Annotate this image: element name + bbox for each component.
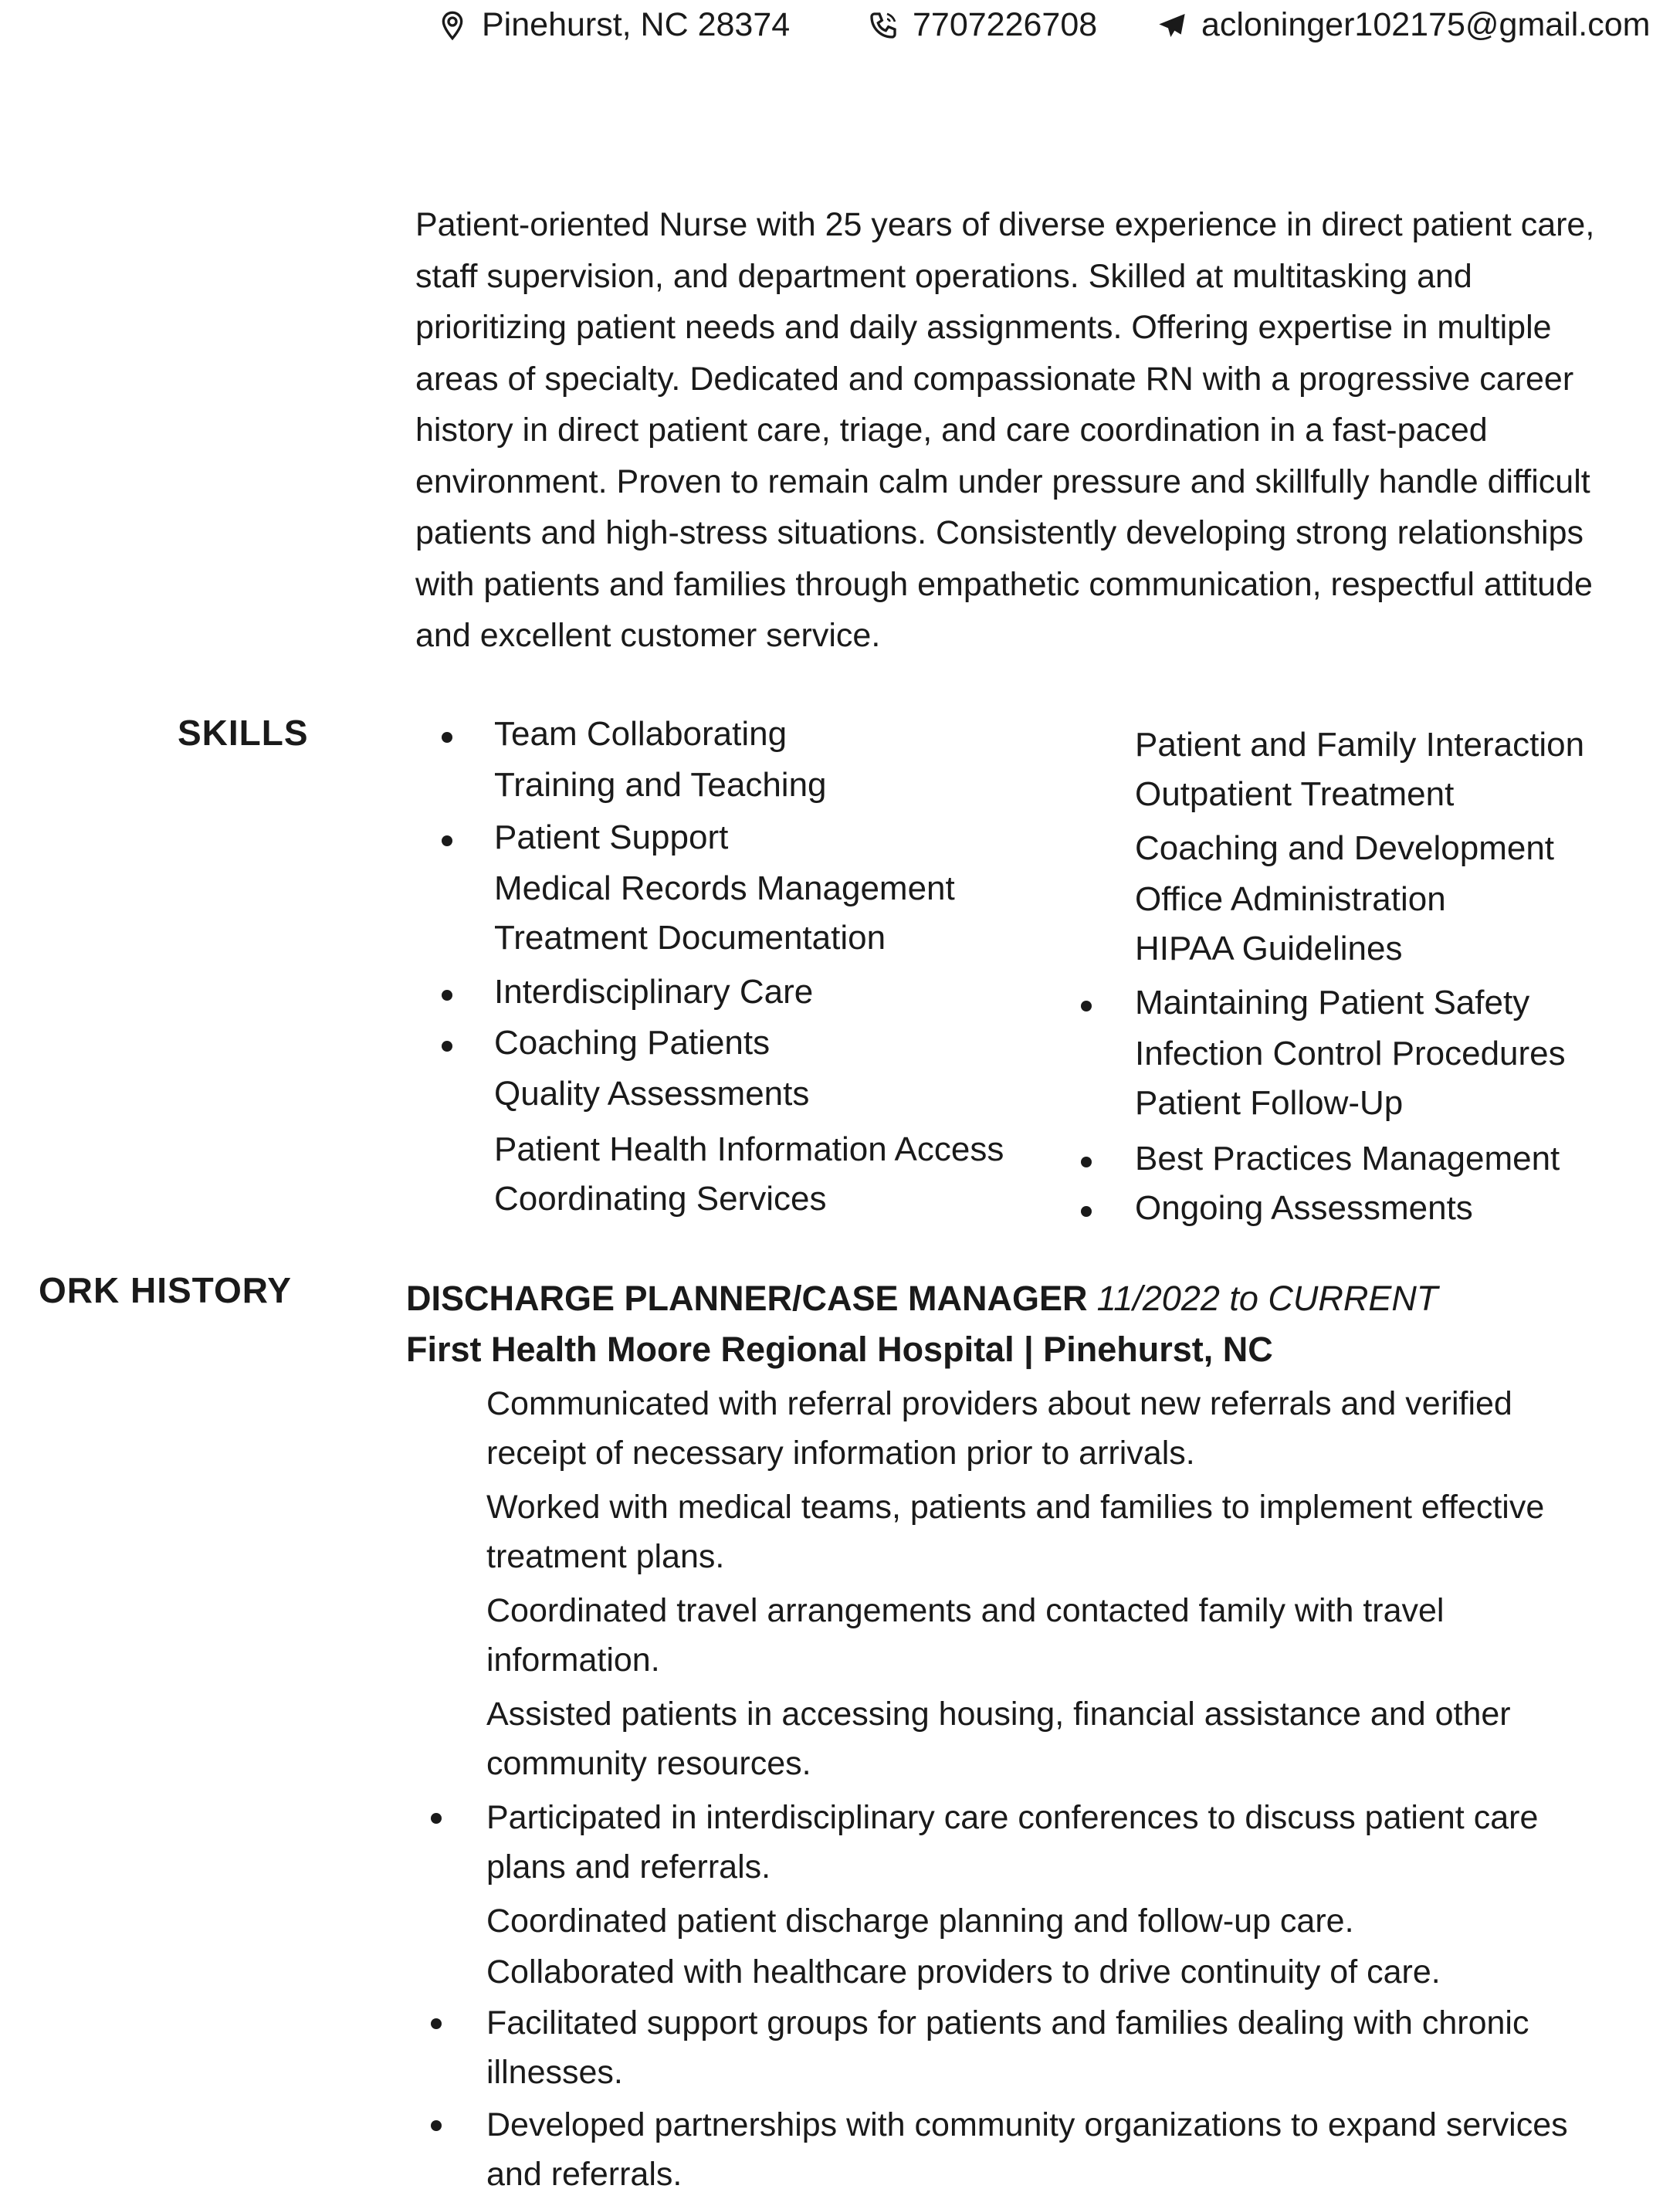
- summary-line: Patient-oriented Nurse with 25 years of diverse experience in direct patient care,: [415, 206, 1595, 243]
- bullet-icon: [442, 835, 452, 846]
- summary-line: prioritizing patient needs and daily assignments. Offering expertise in multiple: [415, 309, 1552, 346]
- skill-item: Best Practices Management: [1135, 1140, 1560, 1177]
- skill-item: Outpatient Treatment: [1135, 775, 1455, 813]
- duty-line: community resources.: [486, 1745, 811, 1782]
- skill-item: HIPAA Guidelines: [1135, 930, 1403, 967]
- skill-item: Ongoing Assessments: [1135, 1189, 1473, 1227]
- location-text: Pinehurst, NC 28374: [482, 6, 791, 43]
- bullet-icon: [442, 990, 452, 1001]
- duty-line: Communicated with referral providers about new referrals and verified: [486, 1385, 1512, 1422]
- contact-location: [437, 6, 790, 44]
- duty-line: Participated in interdisciplinary care conferences to discuss patient care: [486, 1799, 1539, 1836]
- job-dates: 11/2022 to CURRENT: [1096, 1279, 1438, 1318]
- duty-line: information.: [486, 1642, 660, 1679]
- summary-line: environment. Proven to remain calm under pressure and skillfully handle difficult: [415, 463, 1590, 500]
- duty-item: [486, 1793, 1538, 1892]
- professional-summary: [415, 199, 1680, 662]
- bullet-icon: [442, 732, 452, 743]
- location-pin-icon: [437, 10, 468, 41]
- summary-line: patients and high-stress situations. Consistently developing strong relationships: [415, 514, 1584, 551]
- summary-line: areas of specialty. Dedicated and compassionate RN with a progressive career: [415, 360, 1574, 398]
- skill-item: Treatment Documentation: [494, 919, 886, 957]
- duty-line: Developed partnerships with community organizations to expand services: [486, 2106, 1568, 2143]
- bullet-icon: [1081, 1157, 1092, 1167]
- skill-item: Team Collaborating: [494, 715, 788, 753]
- job-title-line: [406, 1279, 1438, 1319]
- duty-line: plans and referrals.: [486, 1848, 771, 1886]
- skill-item: Patient and Family Interaction: [1135, 726, 1585, 764]
- skill-item: Patient Support: [494, 818, 729, 856]
- duty-line: Coordinated patient discharge planning and follow-up care.: [486, 1903, 1354, 1940]
- contact-email: [1157, 6, 1651, 44]
- skill-item: Office Administration: [1135, 880, 1446, 918]
- skills-heading: SKILLS: [178, 713, 309, 753]
- duty-item: [486, 1896, 1354, 1946]
- duty-item: [486, 1482, 1544, 1581]
- duty-line: Worked with medical teams, patients and families to implement effective: [486, 1489, 1545, 1526]
- skill-item: Patient Health Information Access: [494, 1130, 1004, 1168]
- duty-item: [486, 1689, 1511, 1788]
- duty-line: Coordinated travel arrangements and contacted family with travel: [486, 1592, 1445, 1629]
- skill-item: Coaching Patients: [494, 1024, 771, 1062]
- job-position: DISCHARGE PLANNER/CASE MANAGER: [406, 1279, 1088, 1318]
- bullet-icon: [431, 2018, 442, 2029]
- contact-phone: [868, 6, 1097, 44]
- duty-line: and referrals.: [486, 2156, 682, 2193]
- skill-item: Training and Teaching: [494, 766, 827, 804]
- skill-item: Medical Records Management: [494, 869, 955, 907]
- duty-item: [486, 2100, 1568, 2199]
- phone-icon: [868, 10, 899, 41]
- bullet-icon: [1081, 1001, 1092, 1011]
- phone-text: 7707226708: [913, 6, 1098, 43]
- skill-item: Coordinating Services: [494, 1180, 827, 1218]
- bullet-icon: [431, 1813, 442, 1824]
- summary-line: history in direct patient care, triage, and care coordination in a fast-paced: [415, 412, 1488, 449]
- duty-item: [486, 1586, 1444, 1685]
- duty-line: receipt of necessary information prior to arrivals.: [486, 1435, 1195, 1472]
- bullet-icon: [1081, 1206, 1092, 1217]
- duty-line: illnesses.: [486, 2054, 623, 2091]
- email-text[interactable]: acloninger102175@gmail.com: [1201, 6, 1651, 43]
- skill-item: Maintaining Patient Safety: [1135, 984, 1530, 1022]
- summary-line: staff supervision, and department operations. Skilled at multitasking and: [415, 257, 1472, 295]
- skill-item: Coaching and Development: [1135, 829, 1555, 867]
- duty-line: Assisted patients in accessing housing, financial assistance and other: [486, 1696, 1511, 1733]
- bullet-icon: [442, 1041, 452, 1052]
- duty-item: [486, 1947, 1441, 1997]
- send-icon: [1157, 10, 1187, 41]
- work-history-heading: ORK HISTORY: [39, 1270, 292, 1310]
- duty-line: Facilitated support groups for patients and families dealing with chronic: [486, 2004, 1529, 2041]
- summary-line: with patients and families through empathetic communication, respectful attitude: [415, 565, 1593, 603]
- skill-item: Infection Control Procedures: [1135, 1035, 1566, 1072]
- duty-item: [486, 1998, 1529, 2097]
- skill-item: Interdisciplinary Care: [494, 973, 814, 1011]
- duty-line: Collaborated with healthcare providers to drive continuity of care.: [486, 1953, 1441, 1991]
- contact-bar: [432, 6, 1680, 60]
- skill-item: Patient Follow-Up: [1135, 1084, 1404, 1122]
- job-organization: First Health Moore Regional Hospital | Pinehurst, NC: [406, 1330, 1273, 1369]
- skill-item: Quality Assessments: [494, 1075, 810, 1113]
- bullet-icon: [431, 2120, 442, 2131]
- duty-line: treatment plans.: [486, 1538, 725, 1575]
- duty-item: [486, 1379, 1512, 1478]
- summary-line: and excellent customer service.: [415, 617, 881, 654]
